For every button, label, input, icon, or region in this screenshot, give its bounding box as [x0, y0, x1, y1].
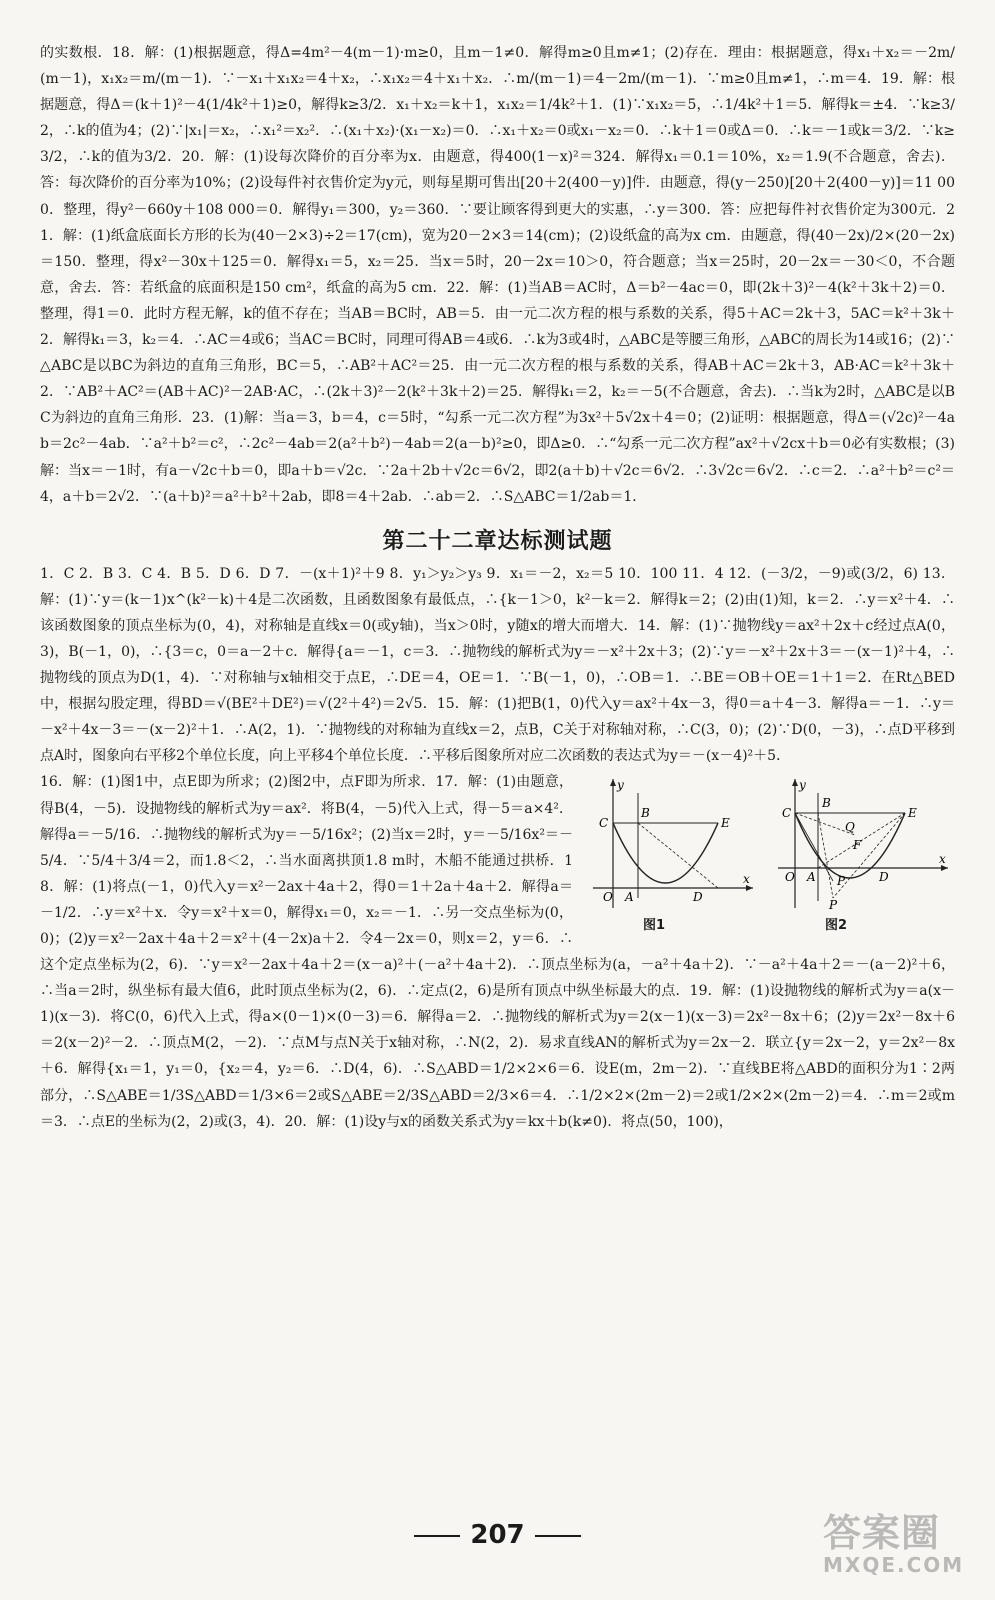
parabola-figures — [583, 773, 955, 933]
page-number-right-dash — [535, 1535, 581, 1537]
page-number-left-dash — [414, 1535, 460, 1537]
chapter22-answers-part2-block — [40, 769, 955, 1134]
fig1-label-a: A — [625, 890, 634, 905]
page-number-value: 207 — [470, 1520, 525, 1550]
fig1-label-c: C — [599, 816, 609, 831]
watermark-logo — [823, 1502, 973, 1582]
fig2-label-p-upper: P — [837, 874, 846, 889]
fig2-label-d: D — [879, 870, 889, 885]
fig1-label-d: D — [693, 890, 703, 905]
figure-2 — [778, 778, 948, 912]
fig2-label-f: F — [853, 838, 862, 853]
fig1-label-x: x — [743, 872, 750, 887]
fig1-label-y: y — [617, 778, 624, 793]
fig2-label-x: x — [939, 852, 946, 867]
page-content — [40, 40, 955, 1135]
fig1-label-b: B — [641, 806, 650, 821]
fig2-label-y: y — [799, 778, 806, 793]
chapter22-title: 第二十二章达标测试题 — [382, 528, 613, 554]
figure-1-caption: 图1 — [643, 918, 666, 934]
watermark-line2: MXQE.COM — [823, 1553, 965, 1577]
fig2-label-e: E — [908, 806, 917, 821]
chapter22-answers-part2: 16．解：(1)图1中，点E即为所求；(2)图2中，点F即为所求．17．解：(1)由题意，得B(4，－5)．设抛物线的解析式为y＝ax²．将B(4，－5)代入上式，得－5＝a×4²．解得a＝－5/16．∴抛物线的解析式为y＝－5/16x²；(2)当x＝2时，y＝－5/16x²＝－5/4．∵5/4＋3/4＝2，而1.8＜2，∴当水面离拱顶1.8 m时，木船不能通过拱桥．18．解：(1)将点(－1，0)代入y＝x²－2ax＋4a＋2，得0＝1＋2a＋4a＋2．解得a＝－1/2．∴y＝x²＋x．令y＝x²＋x＝0，解得x₁＝0，x₂＝－1．∴另一交点坐标为(0，0)；(2)y＝x²－2ax＋4a＋2＝x²＋(4－2x)a＋2．令4－2x＝0，则x＝2，y＝6．∴这个定点坐标为(2，6)．∵y＝x²－2ax＋4a＋2＝(x－a)²＋(－a²＋4a＋2)．∴顶点坐标为(a，－a²＋4a＋2)．∵－a²＋4a＋2＝－(a－2)²＋6，∴当a＝2时，纵坐标有最大值6，此时顶点坐标为(2，6)．∴定点(2，6)是所有顶点中纵坐标最大的点．19．解：(1)设抛物线的解析式为y＝a(x－1)(x－3)．将C(0，6)代入上式，得a×(0－1)×(0－3)＝6．解得a＝2．∴抛物线的解析式为y＝2(x－1)(x－3)＝2x²－8x＋6；(2)y＝2x²－8x＋6＝2(x－2)²－2．∴顶点M(2，－2)．∵点M与点N关于x轴对称，∴N(2，2)．易求直线AN的解析式为y＝2x－2．联立{y＝2x－2，y＝2x²－8x＋6．解得{x₁＝1，y₁＝0，{x₂＝4，y₂＝6．∴D(4，6)．∴S△ABD＝1/2×2×6＝6．设E(m，2m－2)．∵直线BE将△ABD的面积分为1∶2两部分，∴S△ABE＝1/3S△ABD＝1/3×6＝2或S△ABE＝2/3S△ABD＝2/3×6＝4．∴1/2×2×(2m－2)＝2或1/2×2×(2m－2)＝4．∴m＝2或m＝3．∴点E的坐标为(2，2)或(3，4)．20．解：(1)设y与x的函数关系式为y＝kx＋b(k≠0)．将点(50，100)， — [40, 774, 955, 1130]
fig2-label-p-lower: P — [829, 898, 838, 913]
fig2-label-a: A — [807, 870, 816, 885]
fig2-label-b: B — [822, 796, 831, 811]
figure-1 — [593, 778, 753, 908]
figures-svg — [583, 773, 955, 913]
fig1-label-o: O — [603, 890, 613, 905]
chapter21-answers-text: 的实数根．18．解：(1)根据题意，得Δ=4m²－4(m－1)·m≥0，且m－1≠0．解得m≥0且m≠1；(2)存在．理由：根据题意，得x₁＋x₂＝－2m/(m－1)，x₁x₂＝m/(m－1)．∵－x₁＋x₁x₂＝4＋x₂，∴x₁x₂＝4＋x₁＋x₂．∴m/(m－1)＝4－2m/(m－1)．∵m≥0且m≠1，∴m＝4．19．解：根据题意，得Δ＝(k＋1)²－4(1/4k²＋1)≥0，解得k≥3/2．x₁＋x₂＝k＋1，x₁x₂＝1/4k²＋1．(1)∵x₁x₂＝5，∴1/4k²＋1＝5．解得k＝±4．∵k≥3/2，∴k的值为4；(2)∵|x₁|＝x₂，∴x₁²＝x₂²．∴(x₁＋x₂)·(x₁－x₂)＝0．∴x₁＋x₂＝0或x₁－x₂＝0．∴k＋1＝0或Δ＝0．∴k＝－1或k＝3/2．∵k≥3/2，∴k的值为3/2．20．解：(1)设每次降价的百分率为x．由题意，得400(1－x)²＝324．解得x₁＝0.1＝10%，x₂＝1.9(不合题意，舍去)．答：每次降价的百分率为10%；(2)设每件衬衣售价定为y元，则每星期可售出[20＋2(400－y)]件．由题意，得(y－250)[20＋2(400－y)]＝11 000．整理，得y²－660y＋108 000＝0．解得y₁＝300，y₂＝360．∵要让顾客得到更大的实惠，∴y＝300．答：应把每件衬衣售价定为300元．21．解：(1)纸盒底面长方形的长为(40－2×3)÷2＝17(cm)，宽为20－2×3＝14(cm)；(2)设纸盒的高为x cm．由题意，得(40－2x)/2×(20－2x)＝150．整理，得x²－30x＋125＝0．解得x₁＝5，x₂＝25．当x＝5时，20－2x＝10＞0，符合题意；当x＝25时，20－2x＝－30＜0，不合题意，舍去．答：若纸盒的底面积是150 cm²，纸盒的高为5 cm．22．解：(1)当AB＝AC时，Δ＝b²－4ac＝0，即(2k＋3)²－4(k²＋3k＋2)＝0．整理，得1＝0．此时方程无解，k的值不存在；当AB＝BC时，AB＝5．由一元二次方程的根与系数的关系，得5＋AC＝2k＋3，5AC＝k²＋3k＋2．解得k₁＝3，k₂＝4．∴AC＝4或6；当AC＝BC时，同理可得AB＝4或6．∴k为3或4时，△ABC是等腰三角形，△ABC的周长为14或16；(2)∵△ABC是以BC为斜边的直角三角形，BC＝5，∴AB²＋AC²＝25．由一元二次方程的根与系数的关系，得AB＋AC＝2k＋3，AB·AC＝k²＋3k＋2．∵AB²＋AC²＝(AB＋AC)²－2AB·AC，∴(2k＋3)²－2(k²＋3k＋2)＝25．解得k₁＝2，k₂＝－5(不合题意，舍去)．∴当k为2时，△ABC是以BC为斜边的直角三角形．23．(1)解：当a＝3，b＝4，c＝5时，“勾系一元二次方程”为3x²＋5√2x＋4＝0；(2)证明：根据题意，得Δ＝(√2c)²－4ab＝2c²－4ab．∵a²＋b²＝c²，∴2c²－4ab＝2(a²＋b²)－4ab＝2(a－b)²≥0，即Δ≥0．∴“勾系一元二次方程”ax²＋√2cx＋b＝0必有实数根；(3)解：当x＝－1时，有a－√2c＋b＝0，即a＋b＝√2c．∵2a＋2b＋√2c＝6√2，即2(a＋b)＋√2c＝6√2．∴3√2c＝6√2．∴c＝2．∴a²＋b²＝c²＝4，a＋b＝2√2．∵(a＋b)²＝a²＋b²＋2ab，即8＝4＋2ab．∴ab＝2．∴S△ABC＝1/2ab＝1． — [40, 45, 955, 505]
figure-2-caption: 图2 — [825, 918, 848, 934]
fig1-label-e: E — [721, 816, 730, 831]
chapter22-answers-part1: 1．C 2．B 3．C 4．B 5．D 6．D 7．－(x＋1)²＋9 8．y₁＞y₂＞y₃ 9．x₁＝－2，x₂＝5 10．100 11．4 12．(－3/2，－9)或(3/2，6) 13．解：(1)∵y＝(k－1)x^(k²－k)＋4是二次函数，且函数图象有最低点，∴{k－1＞0，k²－k＝2．解得k＝2；(2)由(1)知，k＝2．∴y＝x²＋4．∴该函数图象的顶点坐标为(0，4)，对称轴是直线x＝0(或y轴)，当x＞0时，y随x的增大而增大．14．解：(1)∵抛物线y＝ax²＋2x＋c经过点A(0，3)，B(－1，0)，∴{3＝c，0＝a－2＋c．解得{a＝－1，c＝3．∴抛物线的解析式为y＝－x²＋2x＋3；(2)∵y＝－x²＋2x＋3＝－(x－1)²＋4，∴抛物线的顶点为D(1，4)．∵对称轴与x轴相交于点E，∴DE＝4，OE＝1．∵B(－1，0)，∴OB＝1．∴BE＝OB＋OE＝1＋1＝2．在Rt△BED中，根据勾股定理，得BD＝√(BE²＋DE²)＝√(2²＋4²)＝2√5．15．解：(1)把B(1，0)代入y＝ax²＋4x－3，得0＝a＋4－3．解得a＝－1．∴y＝－x²＋4x－3＝－(x－2)²＋1．∴A(2，1)．∵抛物线的对称轴为直线x＝2，点B，C关于对称轴对称，∴C(3，0)；(2)∵D(0，－3)，∴点D平移到点A时，图象向右平移2个单位长度，向上平移4个单位长度．∴平移后图象所对应二次函数的表达式为y＝－(x－4)²＋5． — [40, 565, 955, 765]
fig2-label-c: C — [782, 806, 792, 821]
fig2-label-o: O — [785, 870, 795, 885]
watermark-line1: 答案圈 — [823, 1511, 941, 1555]
fig2-label-q: Q — [845, 820, 855, 835]
